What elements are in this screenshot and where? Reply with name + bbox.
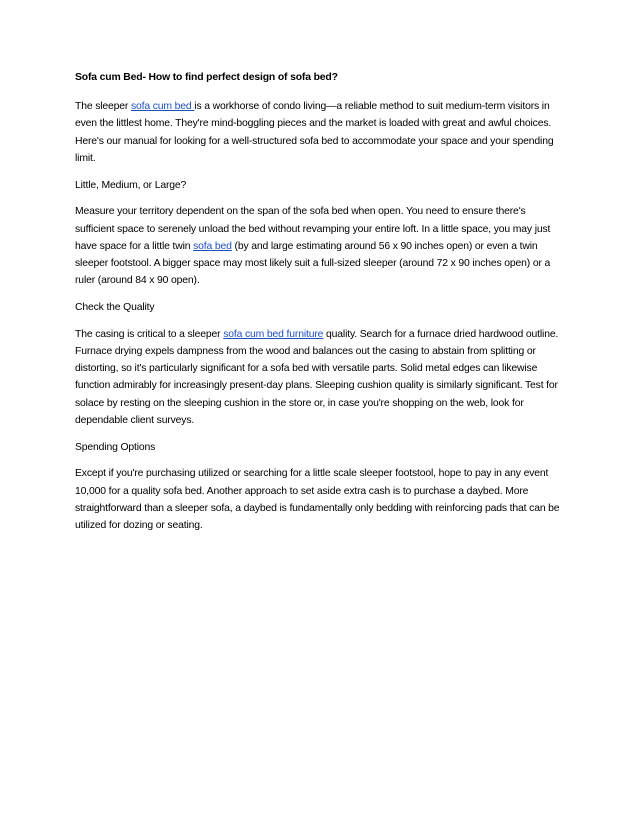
section-heading-quality: Check the Quality [75, 302, 155, 314]
section2-text-before: The casing is critical to a sleeper [75, 328, 224, 340]
section-paragraph-spending: Except if you're purchasing utilized or searching for a little scale sleeper footstool, hope to pay in any event 10,000 for a quality sofa bed. Another approach to set aside extra cash is to purchase a daybed. More straightforward than a sleeper sofa, a daybed is fundamentally only bedding with reinforcing pads that can be utilized for dozing or seating. [75, 468, 560, 532]
link-sofa-bed[interactable]: sofa bed [193, 240, 232, 252]
intro-paragraph [75, 98, 567, 167]
section1-text-after: (by and large estimating around 56 x 90 inches open) or even a twin sleeper footstool. A bigger space may most likely suit a full-sized sleeper (around 72 x 90 inches open) or a ruler (around 84 x 90 open). [75, 240, 551, 287]
link-sofa-cum-bed[interactable]: sofa cum bed [130, 101, 195, 113]
section1-text-before: Measure your territory dependent on the span of the sofa bed when open. You need to ensure there's sufficient space to serenely unload the bed without revamping your entire loft. In a little space, you may just have space for a little twin [75, 206, 551, 252]
section-paragraph-quality [75, 326, 567, 429]
intro-text-before: The sleeper [75, 101, 131, 113]
link-sofa-cum-bed-furniture[interactable]: sofa cum bed furniture [223, 328, 324, 340]
intro-text-after: is a workhorse of condo living—a reliable method to suit medium-term visitors in even the littlest home. They're mind-boggling pieces and the market is loaded with great and awful choices. Here's our manual for looking for a well-structured sofa bed to accommodate your space and your spending limit. [75, 101, 554, 164]
section2-text-after: quality. Search for a furnace dried hardwood outline. Furnace drying expels dampness from the wood and balances out the casing to abstain from splitting or distorting, so it's particularly significant for a sofa bed with versatile parts. Solid metal edges can likewise function admirably for increasingly present-day plans. Sleeping cushion quality is similarly significant. Test for solace by resting on the sleeping cushion in the store or, in case you're shopping on the web, look for dependable client surveys. [75, 328, 559, 426]
document-title: Sofa cum Bed- How to find perfect design of sofa bed? [75, 72, 338, 83]
section-paragraph-size [75, 203, 567, 289]
section-heading-size: Little, Medium, or Large? [75, 179, 187, 191]
document-page [75, 69, 567, 544]
section-heading-spending: Spending Options [75, 441, 156, 453]
